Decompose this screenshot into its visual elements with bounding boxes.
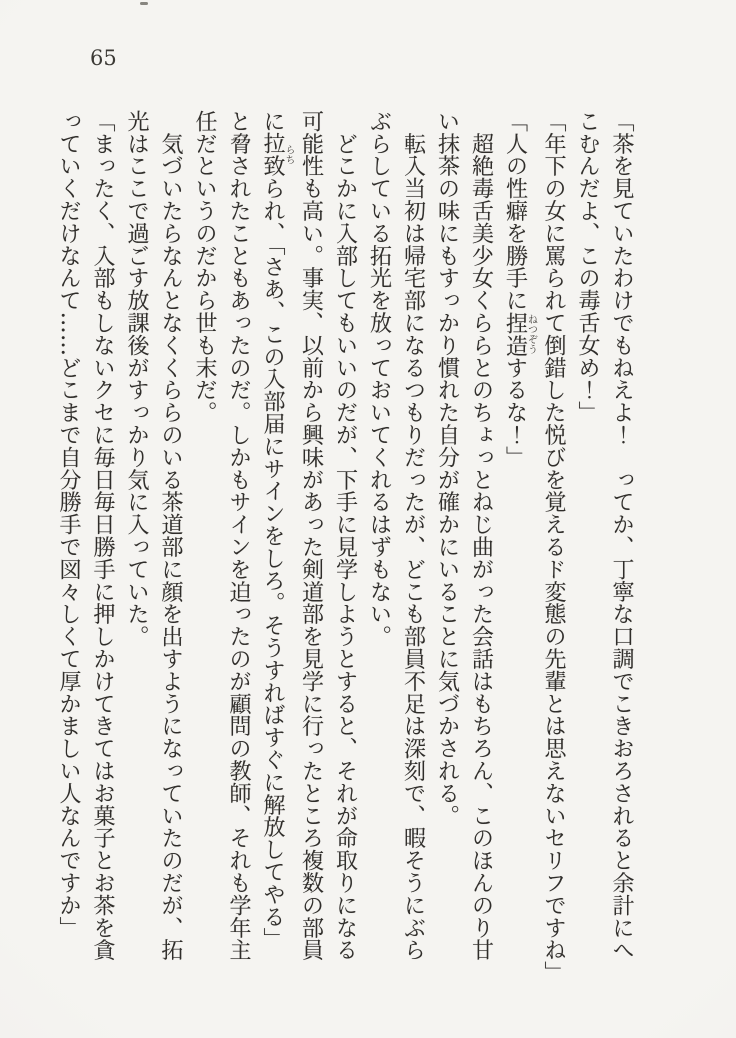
text-column: 任だというのだから世も末だ。 bbox=[192, 110, 217, 424]
text-column: ぶらしている拓光を放っておいてくれるはずもない。 bbox=[366, 110, 392, 648]
text-column: 「人の性癖を勝手に捏造ねつぞうするな！」 bbox=[502, 110, 537, 469]
text-column: 「茶を見ていたわけでもねえよ！ ってか、丁寧な口調でこきおろされると余計にへ bbox=[609, 110, 634, 962]
text-column: 超絶毒舌美少女くららとのちょっとねじ曲がった会話はもちろん、このほんのり甘 bbox=[468, 110, 494, 962]
text-column: い抹茶の味にもすっかり慣れた自分が確かにいることに気づかされる。 bbox=[434, 110, 460, 827]
text-column: に拉致らちられ、「さあ、この入部届にサインをしろ。そうすればすぐに解放してやる」 bbox=[260, 110, 294, 951]
text-column: 「まったく、入部もしないクセに毎日毎日勝手に押しかけてきてはお菓子とお茶を貪 bbox=[90, 110, 115, 962]
text-column: 気づいたらなんとなくくららのいる茶道部に顔を出すようになっていたのだが、拓 bbox=[158, 110, 183, 962]
scan-speck bbox=[140, 2, 148, 5]
furigana-annotated-word: 拉致らち bbox=[260, 132, 294, 178]
furigana-annotated-word: 捏造ねつぞう bbox=[502, 311, 537, 357]
text-column: っていくだけなんて……どこまで自分勝手で図々しくて厚かましい人なんですか」 bbox=[56, 110, 81, 939]
text-column: こむんだよ、この毒舌女め！」 bbox=[575, 110, 600, 424]
text-column: 転入当初は帰宅部になるつもりだったが、どこも部員不足は深刻で、暇そうにぶら bbox=[400, 110, 426, 962]
text-column: どこかに入部してもいいのだが、下手に見学しようとすると、それが命取りになる bbox=[332, 110, 358, 962]
page-number: 65 bbox=[90, 46, 117, 70]
text-column: と脅されたこともあったのだ。しかもサインを迫ったのが顧問の教師、それも学年主 bbox=[226, 110, 251, 962]
text-block bbox=[51, 110, 638, 984]
text-column: 可能性も高い。事実、以前から興味があった剣道部を見学に行ったところ複数の部員 bbox=[298, 110, 324, 962]
text-column: 光はここで過ごす放課後がすっかり気に入っていた。 bbox=[124, 110, 149, 648]
text-column: 「年下の女に罵られて倒錯した悦びを覚えるド変態の先輩とは思えないセリフですね」 bbox=[541, 110, 566, 984]
